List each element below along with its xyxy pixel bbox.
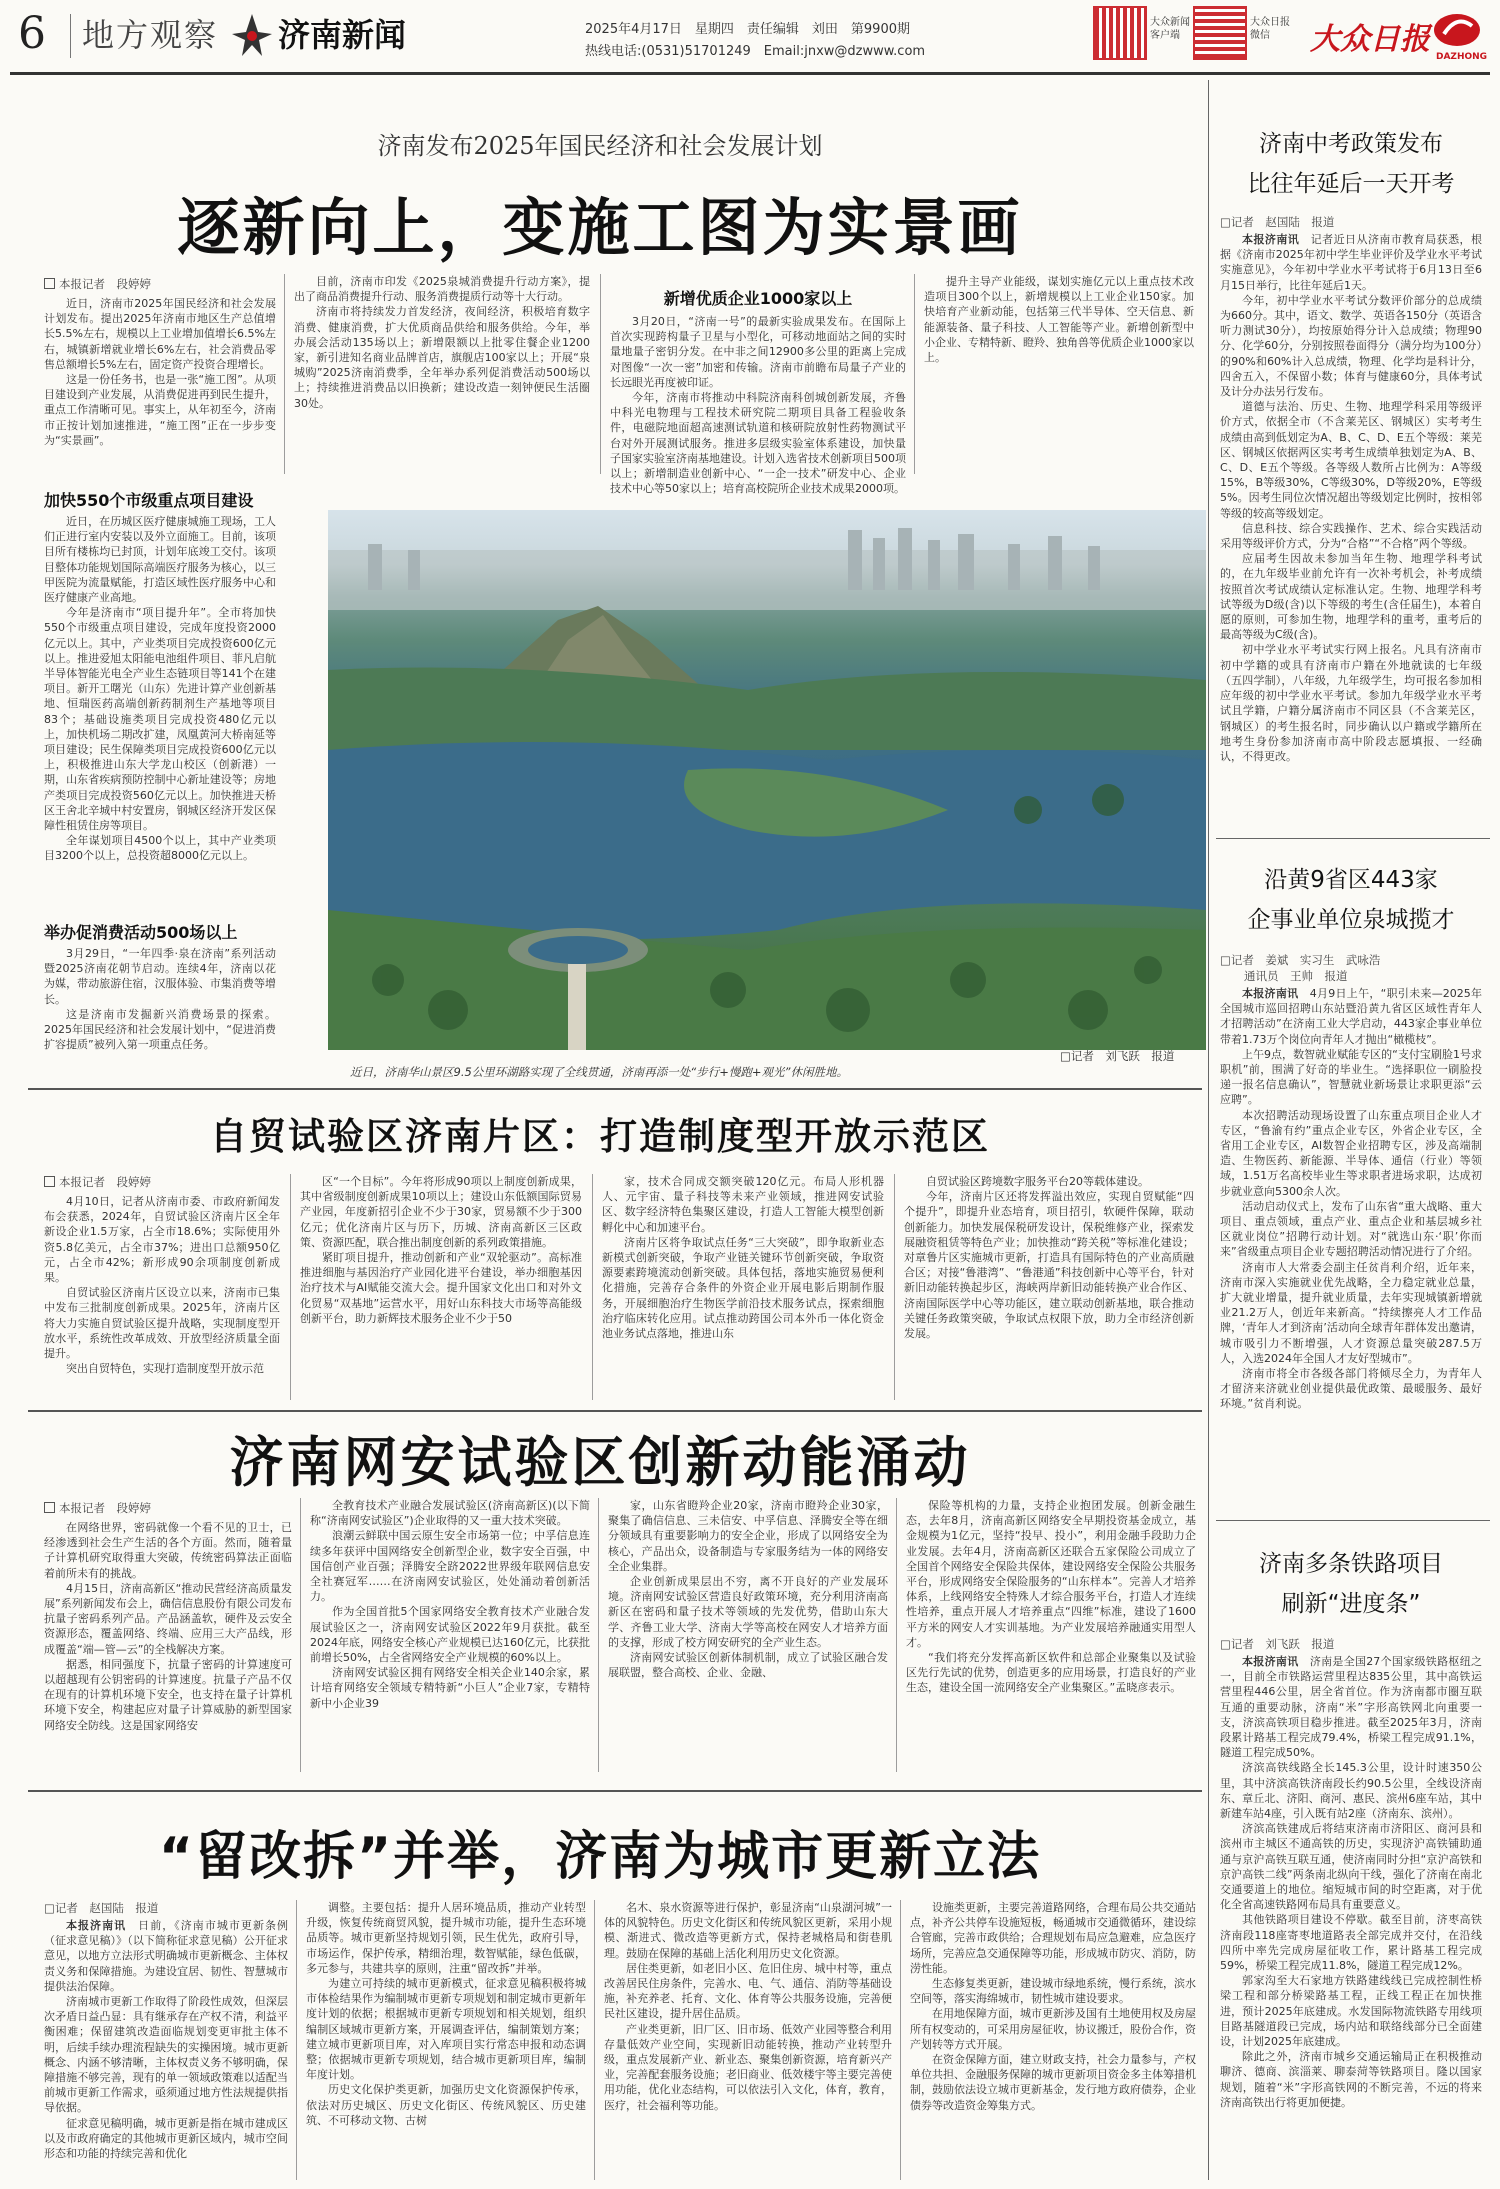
story4-lead-tag: 本报济南讯: [66, 1919, 127, 1932]
lead-col2: 目前，济南市印发《2025泉城消费提升行动方案》，提出了商品消费提升行动、服务消费提质行动等十大行动。 济南市将持续发力首发经济，夜间经济，积极培育数字消费、健康消费，扩大优质商品供给和服务供给。今年，举办展会活动135场以上；新增限额以上批零住餐企业1200家，新引进知名商业品牌首店，旗舰店100家以上；开展“泉城购”2025济南消费季，全年举办系列促消费活动500场以上；持续推进消费品以旧换新；建设改造一刻钟便民生活圈30处。: [294, 275, 590, 410]
hotline: 热线电话:(0531)51701249 Email:jnxw@dzwww.com: [585, 44, 926, 59]
story4-col2: 调整。主要包括：提升人居环境品质，推动产业转型升级，恢复传统商贸风貌，提升城市功能，提升生态环境品质等。城市更新坚持规划引领，民生优先，政府引导，市场运作，保护传承，精细治理，数智赋能，绿色低碳，多元参与，共建共享的原则，注重“留改拆”并举。 为建立可持续的城市更新模式，征求意见稿积极将城市体检结果作为编制城市更新专项规划和制定城市更新年度计划的依据；根据城市更新专项规划和相关规划，组织编制区域城市更新方案，开展调查评估，编制策划方案；建立城市更新项目库，对入库项目实行常态申报和动态调整；依据城市更新专项规划，结合城市更新项目库，编制年度计划。 历史文化保护类更新，加强历史文化资源保护传承，依法对历史城区、历史文化街区、传统风貌区、历史建筑、不可移动文物、古树: [306, 1901, 586, 2127]
side2-byline-1: □记者 姜斌 实习生 武咏浩: [1220, 953, 1381, 967]
story3-col1: 在网络世界，密码就像一个看不见的卫士，已经渗透到社会生产生活的各个方面。然而，随着量子计算机研究取得重大突破，传统密码算法正面临着前所未有的挑战。 4月15日，济南高新区“推动民营经济高质量发展”系列新闻发布会上，确信信息股份有限公司发布抗量子密码系列产品。产品涵盖软，硬件及云安全资源形态，覆盖网络、终端、应用三大产品线，形成覆盖“端—管—云”的全栈解决方案。 据悉，相同强度下，抗量子密码的计算速度可以超越现有公钥密码的计算速度。抗量子产品不仅在现有的计算机环境下安全，也支持在量子计算机环境下安全，构建起应对量子计算威胁的新型国家网络安全防线。这是国家网络安: [44, 1521, 292, 1732]
page-number: 6: [18, 8, 46, 59]
lead-byline: 本报记者 段婷婷: [44, 276, 151, 292]
masthead-en: DAZHONG: [1436, 52, 1488, 62]
story4-col3: 名木、泉水资源等进行保护，彰显济南“山泉湖河城”一体的风貌特色。历史文化街区和传统风貌区更新，采用小规模、渐进式、微改造等更新方式，保持老城格局和街巷肌理。鼓励在保障的基础上活化利用历史文化资源。 居住类更新，如老旧小区、危旧住房、城中村等，重点改善居民住房条件，完善水、电、气、通信、消防等基础设施，补充养老、托育、文化、体育等公共服务设施，完善便民社区建设，提升居住品质。 产业类更新，旧厂区、旧市场、低效产业园等整合利用存量低效产业空间，实现新旧动能转换，推动产业转型升级，重点发展新产业、新业态、聚集创新资源，培育新兴产业，完善配套服务设施；老旧商业、低效楼宇等主要完善使用功能，优化业态结构，可以依法引入文化，体育，教育，医疗，社会福利等功能。: [604, 1901, 892, 2112]
side1-lead-tag: 本报济南讯: [1242, 233, 1300, 246]
lead-col1: 近日，济南市2025年国民经济和社会发展计划发布。提出2025年济南市地区生产总值增长5.5%左右，规模以上工业增加值增长6.5%左右，城镇新增就业增长6%左右，社会消费品零售总额增长5%左右，固定资产投资合理增长。 这是一份任务书，也是一张“施工图”。从项目建设到产业发展，从消费促进再到民生提升，重点工作清晰可见。事实上，从年初至今，济南市正按计划加速推进，“施工图”正在一步步变为“实景画”。: [44, 297, 276, 447]
lead-sub1: 加快550个市级重点项目建设: [44, 491, 254, 510]
page-header: [0, 0, 1500, 74]
qr2-label: 大众日报微信: [1250, 17, 1290, 41]
story3-col3: 家，山东省瞪羚企业20家，济南市瞪羚企业30家，聚集了确信信息、三未信安、中孚信息、泽腾安全等在细分领域具有重要影响力的安全企业，形成了以网络安全为核心，产品出众，设备制造与专家服务结为一体的网络安全企业集群。 企业创新成果层出不穷，离不开良好的产业发展环境。济南网安试验区营造良好政策环境，充分利用济南高新区在密码和量子技术等领域的先发优势，借助山东大学、齐鲁工业大学、济南大学等高校在网安人才培养方面的支撑，形成了校方网安研究的全产业生态。 济南网安试验区创新体制机制，成立了试验区融合发展联盟，整合高校、企业、金融、: [608, 1499, 888, 1680]
photo-caption: 近日，济南华山景区9.5公里环湖路实现了全线贯通，济南再添一处“步行+慢跑+观光”休闲胜地。: [350, 1065, 848, 1079]
lead-sub3: 新增优质企业1000家以上: [663, 289, 853, 308]
story4-byline: □记者 赵国陆 报道: [44, 1901, 159, 1915]
side3-byline: □记者 刘飞跃 报道: [1220, 1637, 1335, 1651]
story4-col1: 本报济南讯 日前，《济南市城市更新条例（征求意见稿）》（以下简称征求意见稿）公开征求意见，以地方立法形式明确城市更新概念、主体权责义务和保障措施。为建设宜居、韧性、智慧城市提供法治保障。 济南城市更新工作取得了阶段性成效，但深层次矛盾日益凸显：具有继承存在产权不清，利益平衡困难；保留建筑改造面临规划变更审批主体不明，后续手续办理流程缺失的实操困境。城市更新概念、内涵不够清晰，主体权责义务不够明确，保障措施不够完善，现有的单一领域政策难以适配当前城市更新工作需求，亟须通过地方性法规提供指导依据。 征求意见稿明确，城市更新是指在城市建成区以及市政府确定的其他城市更新区域内，城市空间形态和功能的持续完善和优化: [44, 1919, 289, 2161]
story4-headline: “留改拆”并举，济南为城市更新立法: [158, 1827, 1042, 1887]
story2-col3: 家，技术合同成交额突破120亿元。布局人形机器人、元宇宙、量子科技等未来产业领域，推进网安试验区、数字经济特色集聚区建设，打造人工智能大模型创新孵化中心和加速平台。 济南片区将争取试点任务“三大突破”，即争取新业态新模式创新突破，争取产业链关键环节创新突破，争取资源要素跨境流动创新突破。具体包括，落地实施贸易便利化措施，完善存合条件的外资企业开展电影后期制作服务，开展细胞治疗生物医学前沿技术服务试点，探索细胞治疗临床转化应用。试点推动跨国公司本外币一体化资金池业务试点落地，推进山东: [602, 1175, 884, 1341]
lead-sub2: 举办促消费活动500场以上: [44, 923, 238, 942]
story2-byline: 本报记者 段婷婷: [44, 1174, 151, 1190]
side2-body: 本报济南讯 4月9日上午，“职引未来—2025年全国城市巡回招聘山东站暨沿黄九省区区域性青年人才招聘活动”在济南工业大学启动，443家企事业单位带着1.73万个岗位向青年人才抛出“橄榄枝”。 上午9点，数智就业赋能专区的“支付宝刷脸1号求职机”前，围满了好奇的毕业生。“选择职位一刷脸投递一报名信息确认”，智慧就业新场景让求职更添“云应聘”。 本次招聘活动现场设置了山东重点项目企业人才专区，“鲁渝有约”重点企业专区，外省企业专区，全省用工企业专区，AI数智企业招聘专区，涉及高端制造、生物医药、新能源、半导体、通信（行业）等领域，1.51万名高校毕业生等求职者进场求职，达成初步就业意向5300余人次。 活动启动仪式上，发布了山东省“重大战略、重大项目、重点领域，重点产业、重点企业和基层城乡社区就业岗位”招聘行动计划。对“就选山东·‘职’你而来”省级重点项目企业专题招聘活动情况进行了介绍。 济南市人大常委会副主任贫肖利介绍，近年来，济南市深入实施就业优先战略，全力稳定就业总量，扩大就业增量，提升就业质量，去年实现城镇新增就业21.2万人，创近年来新高。“持续擦亮人才工作品牌，‘青年人才到济南’活动向全球青年群体发出邀请，城市吸引力不断增强，人才资源总量突破287.5万人，入选2024年全国人才友好型城市”。 济南市将全市各级各部门将倾尽全力，为青年人才留济来济就业创业提供最优政策、最暖服务、最好环境。”贫肖利说。: [1220, 987, 1483, 1411]
side3-lead-tag: 本报济南讯: [1242, 1655, 1299, 1668]
story3-headline: 济南网安试验区创新动能涌动: [229, 1431, 971, 1494]
side2-byline-2: 通讯员 王帅 报道: [1244, 969, 1348, 983]
story2-col4: 自贸试验区跨境数字服务平台20等载体建设。 今年，济南片区还将发挥溢出效应，实现自贸赋能“四个提升”，即提升业态培育，项目招引，软硬件保障，联动创新能力。加快发展保税研发设计，保税维修产业，探索发展融资租赁等特色产业；加快推动“跨关税”等标准化建设；对章鲁片区实施城市更新，打造具有国际特色的产业高质融合区；对接“鲁港湾”、“鲁港通”科技创新中心等平台，针对新旧动能转换起步区，海峡两岸新旧动能转换产业合作区、济南国际医学中心等功能区，建立联动创新基地，联合推动关键任务政策突破，争取试点权限下放，助力全市经济创新发展。: [904, 1175, 1194, 1341]
side2-lead-tag: 本报济南讯: [1242, 987, 1299, 1000]
story3-byline: 本报记者 段婷婷: [44, 1500, 151, 1516]
side1-title-2: 比往年延后一天开考: [1247, 171, 1455, 197]
lead-col3a: 3月20日，“济南一号”的最新实验成果发布。在国际上首次实现跨构量子卫星与小型化，可移动地面站之间的实时量地量子密钥分发。在中非之间12900多公里的距离上完成对图像“一次一密”加密和传输。济南市前瞻布局量子产业的长远眼光再度被印证。 今年，济南市将推动中科院济南科创城创新发展，齐鲁中科光电物理与工程技术研究院二期项目具备工程验收条件，电磁院地面超高速测试轨道和核研院放射性药物测试平台对外开展测试服务。推进多层级实验室体系建设，加快量子国家实验室济南基地建设。计划入选省技术创新项目500项以上；新增制造业创新中心、“一企一技术”研发中心、企业技术中心等50家以上；培育高校院所企业技术成果2000项。: [610, 315, 906, 496]
qr1-label: 大众新闻客户端: [1150, 17, 1190, 41]
lead-col1c: 3月29日，“一年四季·泉在济南”系列活动暨2025济南花朝节启动。连续4年，济南以花为媒，带动旅游住宿，汉服体验、市集消费等增长。 这是济南市发掘新兴消费场景的探索。2025年国民经济和社会发展计划中，“促进消费扩容提质”被列入第一项重点任务。: [44, 947, 276, 1052]
story2-col1: 4月10日，记者从济南市委、市政府新闻发布会获悉，2024年，自贸试验区济南片区全年新设企业1.5万家，占全市18.6%；实际使用外资5.8亿美元，占全市37%；进出口总额950亿元，占全市42%；新形成90余项制度创新成果。 自贸试验区济南片区设立以来，济南市已集中发布三批制度创新成果。2025年，济南片区将大力实施自贸试验区提升战略，实现制度型开放水平，系统性改革成效、开放型经济质量全面提升。 突出自贸特色，实现打造制度型开放示范: [44, 1195, 280, 1376]
story3-col4: 保险等机构的力量，支持企业抱团发展。创新金融生态，去年8月，济南高新区网络安全早期投资基金成立，基金规模为1亿元，坚持“投早、投小”，利用金融手段助力企业发展。去年4月，济南高新区还联合五家保险公司成立了全国首个网络安全保险共保体，建设网络安全保险公共服务平台，形成网络安全保险服务的“山东样本”。完善人才培养体系，上线网络安全特殊人才综合服务平台，打造人才连续性培养，重点开展人才培养重点“四维”标准，建设了1600平方米的网安人才实训基地。为产业发展培养融通实用型人才。 “我们将充分发挥高新区软件和总部企业聚集以及试验区先行先试的优势，创造更多的应用场景，打造良好的产业生态，建设全国一流网络安全产业集聚区。”孟晓彦表示。: [906, 1499, 1196, 1695]
story4-col4: 设施类更新，主要完善道路网络，合理布局公共交通站点，补齐公共停车设施短板，畅通城市交通微循环，建设综合管廊，完善市政供给；合理规划布局应急避难，应急医疗场所，完善应急交通保障等功能，形成城市防灾、消防，防涝性能。 生态修复类更新，建设城市绿地系统，慢行系统，滨水空间等，落实海绵城市，韧性城市建设要求。 在用地保障方面，城市更新涉及国有土地使用权及房屋所有权变动的，可采用房屋征收，协议搬迁，股份合作，资产划转等方式开展。 在资金保障方面，建立财政支持，社会力量参与，产权单位共担、金融服务保障的城市更新项目资金多主体筹措机制，鼓励依法设立城市更新基金，发行地方政府债券，企业债券等改造资金筹集方式。: [910, 1901, 1196, 2112]
story2-headline: 自贸试验区济南片区：打造制度型开放示范区: [210, 1114, 990, 1158]
side1-byline: □记者 赵国陆 报道: [1220, 215, 1335, 229]
lead-photo: [328, 510, 1206, 1050]
story3-col2: 全教育技术产业融合发展试验区(济南高新区)(以下简称“济南网安试验区”)企业取得的又一重大技术突破。 浪潮云鲜联中国云原生安全市场第一位；中孚信息连续多年获评中国网络安全创新型企业，数字安全百强，中国信创产业百强；泽腾安全跻2022世界级年联网信息安全社赛冠军……在济南网安试验区，处处涌动着创新活力。 作为全国首批5个国家网络安全教育技术产业融合发展试验区之一，济南网安试验区2022年9月获批。截至2024年底，网络安全核心产业规模已达160亿元，比获批前增长50%，占全省网络安全产业规模的60%以上。 济南网安试验区拥有网络安全相关企业140余家，累计培育网络安全领域专精特新“小巨人”企业7家，专精特新中小企业39: [310, 1499, 590, 1710]
section-logo-icon: [232, 12, 272, 56]
side1-title-1: 济南中考政策发布: [1259, 131, 1443, 157]
date-line: 2025年4月17日 星期四 责任编辑 刘田 第9900期: [585, 22, 910, 37]
lead-kicker: 济南发布2025年国民经济和社会发展计划: [377, 132, 823, 160]
lead-headline: 逐新向上，变施工图为实景画: [177, 191, 1023, 264]
section-subtitle: 济南新闻: [278, 16, 407, 54]
side2-title-1: 沿黄9省区443家: [1264, 867, 1438, 893]
side3-body: 本报济南讯 济南是全国27个国家级铁路枢纽之一，目前全市铁路运营里程达835公里，其中高铁运营里程446公里，居全省首位。作为济南都市圈互联互通的重要动脉，济南“米”字形高铁网北向重要一支，济滨高铁项目稳步推进。截至2025年3月，济南段累计路基工程完成79.4%，桥梁工程完成91.1%，隧道工程完成50%。 济滨高铁线路全长145.3公里，设计时速350公里，其中济滨高铁济南段长约90.5公里，全线设济南东、章丘北、济阳、商河、惠民、滨州6座车站，其中新建车站4座，引入既有站2座（济南东、滨州）。 济滨高铁建成后将结束济南市济阳区、商河县和滨州市主城区不通高铁的历史，实现济沪高铁铺助通通与京沪高铁互联互通，使济南同时分担“京沪高铁和京沪高铁二线”两条南北纵向干线，强化了济南在南北交通要道上的地位。缩短城市间的时空距离，对于优化全省高速铁路网布局具有重要意义。 其他铁路项目建设不停歇。截至目前，济枣高铁济南段118座寄枣地道路表全部完成并交付，在沿线四所中率先完成房屋征收工作，累计路基工程完成59%，桥梁工程完成11.8%，隧道工程完成12%。 郭家沟至大石家地方铁路建线线已完成控制性桥梁工程和部分桥梁路基工程，正线工程正在加快推进，预计2025年底建成。水发国际物流铁路专用线项目路基隧道段已完成，场内站和联络线部分已全面建设，计划2025年底建成。 除此之外，济南市城乡交通运输局正在积极推动聊济、德商、滨淄莱、聊泰菏等铁路项目。隆以国家规划，随着“米”字形高铁网的不断完善，不远的将来济南高铁出行将更加便捷。: [1220, 1655, 1483, 2109]
section-name: 地方观察: [82, 16, 219, 54]
story2-col2: 区“一个目标”。今年将形成90项以上制度创新成果，其中省级制度创新成果10项以上；建设山东低额国际贸易产业园，年度新招引企业不少于30家，贸易额不少于300亿元；优化济南片区与历下，历城、济南高新区三区政策、资源匹配，联合推出制度创新的系列政策措施。 紧盯项目提升，推动创新和产业“双轮驱动”。高标准推进细胞与基因治疗产业园化进平台建设，举办细胞基因治疗技术与AI赋能交流大会。提升国家文化出口和对外文化贸易“双基地”运营水平，用好山东科技大市场等高能级创新平台，助力新辉技术服务企业不少于50: [300, 1175, 582, 1325]
side1-body: 本报济南讯 记者近日从济南市教育局获悉，根据《济南市2025年初中学生毕业评价及学业水平考试实施意见》，今年初中学业水平考试将于6月13日至6月15日举行，比往年延后1天。 今年，初中学业水平考试分数评价部分的总成绩为660分。其中，语文、数学、英语各150分（英语含听力测试30分），均按原始得分计入总成绩；物理90分、化学60分，分别按照卷面得分（满分均为100分）的90%和60%计入总成绩，物理、化学均是科计分，四舍五入，不保留小数；体育与健康60分，具体考试及计分办法另行发布。 道德与法治、历史、生物、地理学科采用等级评价方式，依据全市（不含莱芜区、钢城区）实考考生成绩由高到低划定为A、B、C、D、E五个等级：莱芜区、钢城区依据两区实考考生成绩单独划定为A、B、C、D、E五个等级。各等级人数所占比例为：A等级15%，B等级30%，C等级30%，D等级20%，E等级5%。因考生同位次情况超出等级划定比例时，按相邻等级的较高等级划定。 信息科技、综合实践操作、艺术、综合实践活动采用等级评价方式，分为“合格”“不合格”两个等级。 应届考生因故未参加当年生物、地理学科考试的，在九年级毕业前允许有一次补考机会，补考成绩按照首次考试成绩认定标准认定。生物、地理学科考试等级为D级(含)以下等级的考生(含任届生)，本着自愿的原则，可参加生物，地理学科的重考，重考后的最高等级为C级(含)。 初中学业水平考试实行网上报名。凡具有济南市初中学籍的或具有济南市户籍在外地就读的七年级（五四学制），八年级，九年级学生，均可报名参加相应年级的初中学业水平考试。参加九年级学业水平考试且学籍，户籍分属济南市不同区县（不含莱芜区，钢城区）的考生报名时，同步确认以户籍或学籍所在地考生身份参加济南市高中阶段志愿填报、一经确认，不得更改。: [1220, 233, 1483, 763]
qr-code-app[interactable]: [1095, 8, 1145, 58]
lead-col3b: 提升主导产业能级，谋划实施亿元以上重点技术改造项目300个以上，新增规模以上工业企业150家。加快培育产业新动能，包括第三代半导体、空天信息、新能源装备、量子科技、人工智能等产业。新增创新型中小企业、专精特新、瞪羚、独角兽等优质企业1000家以上。: [924, 275, 1194, 365]
lead-col1b: 近日，在历城区医疗健康城施工现场，工人们正进行室内安装以及外立面施工。目前，该项目所有楼栋均已封顶，计划年底竣工交付。该项目整体功能规划国际高端医疗服务为核心，以三甲医院为流量赋能，打造区域性医疗服务中心和医疗健康产业高地。 今年是济南市“项目提升年”。全市将加快550个市级重点项目建设，完成年度投资2000亿元以上。其中，产业类项目完成投资600亿元以上。推进爱旭太阳能电池组件项目、菲凡启航半导体智能光电全产业生态链项目等141个在建项目。新开工曙光（山东）先进计算产业创新基地、恒瑞医药高端创新药制剂生产基地等项目83个；基础设施类项目完成投资480亿元以上，加快机场二期改扩建，凤凰黄河大桥南延等项目建设；民生保障类项目完成投资600亿元以上，积极推进山东大学龙山校区（创新港）一期，山东省疾病预防控制中心新址建设等；房地产类项目完成投资560亿元以上。加快推进天桥区王舍北辛城中村安置房，钢城区经济开发区保障性租赁住房等项目。 全年谋划项目4500个以上，其中产业类项目3200个以上，总投资超8000亿元以上。: [44, 515, 276, 863]
masthead-logo-icon: [1432, 10, 1482, 50]
photo-credit: □记者 刘飞跃 报道: [1060, 1049, 1175, 1063]
qr-code-wechat[interactable]: [1195, 8, 1245, 58]
side3-title-2: 刷新“进度条”: [1281, 1591, 1421, 1617]
side2-title-2: 企事业单位泉城揽才: [1247, 907, 1455, 933]
masthead: 大众日报: [1310, 22, 1430, 57]
side3-title-1: 济南多条铁路项目: [1259, 1551, 1443, 1577]
